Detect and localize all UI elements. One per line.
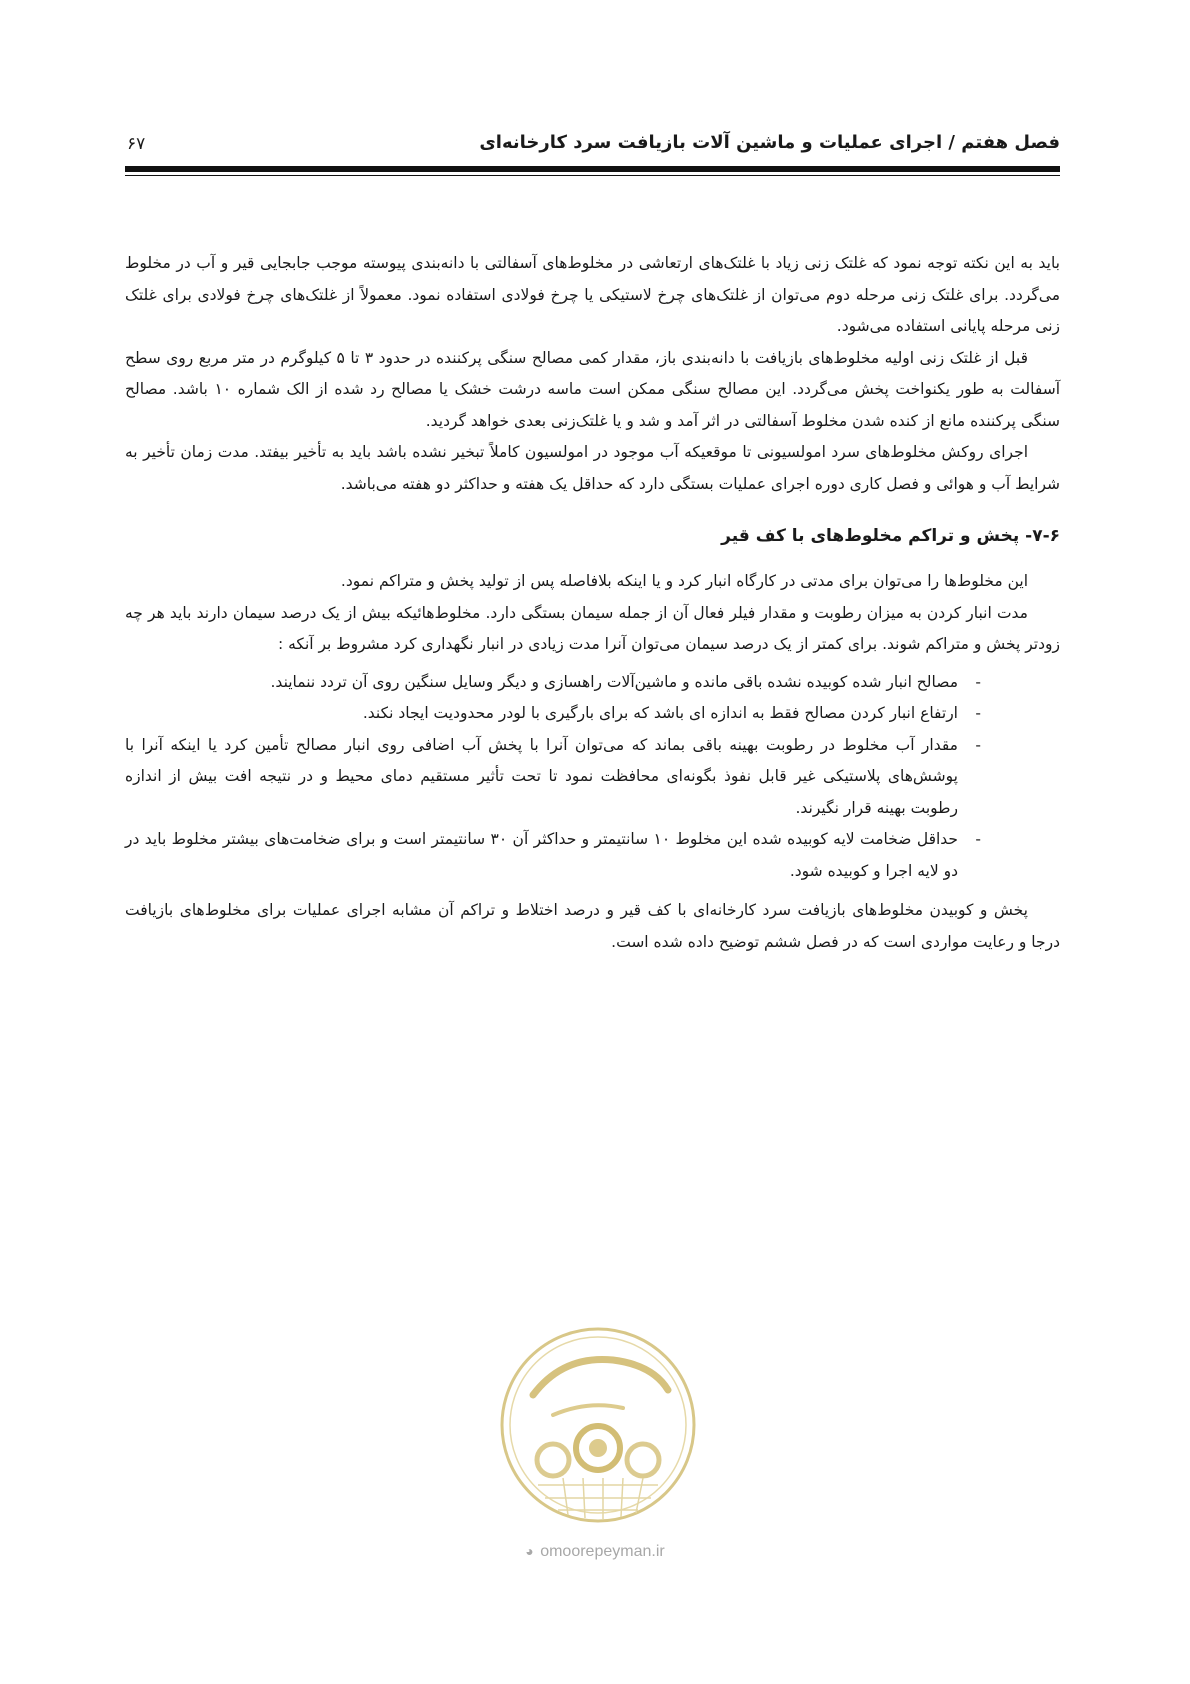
list-item: [125, 824, 1060, 887]
paragraph-3: اجرای روکش مخلوط‌های سرد امولسیونی تا موقعیکه آب موجود در امولسیون کاملاً تبخیر نشده باشد باید به تأخیر بیفتد. مدت زمان تأخیر به شرایط آب و هوائی و فصل کاری دوره اجرای عملیات بستگی دارد که حداقل یک هفته و حداکثر دو هفته می‌باشد.: [125, 443, 1060, 493]
list-item-text: حداقل ضخامت لایه کوبیده شده این مخلوط ۱۰ سانتیمتر و حداکثر آن ۳۰ سانتیمتر است و برای ضخامت‌های بیشتر مخلوط باید در دو لایه اجرا و کوبیده شود.: [125, 830, 959, 880]
header-rule-thick: [125, 166, 1060, 172]
paragraph-1: باید به این نکته توجه نمود که غلتک زنی زیاد با غلتک‌های ارتعاشی در مخلوط‌های آسفالتی با دانه‌بندی پیوسته موجب جابجایی قیر و آب در مخلوط می‌گردد. برای غلتک زنی مرحله دوم می‌توان از غلتک‌های چرخ لاستیکی یا چرخ فولادی استفاده نمود. معمولاً از غلتک‌های چرخ فولادی برای غلتک زنی مرحله پایانی استفاده می‌شود.: [125, 254, 1060, 335]
page-number: ۶۷: [127, 134, 146, 154]
list-item: [125, 698, 1060, 730]
list-item: [125, 667, 1060, 699]
list-item: [125, 730, 1060, 825]
page-body: [125, 248, 1060, 958]
conditions-list: [125, 667, 1060, 888]
list-item-text: ارتفاع انبار کردن مصالح فقط به اندازه ای باشد که برای بارگیری با لودر محدودیت ایجاد نکند.: [362, 704, 958, 722]
chapter-title: فصل هفتم / اجرای عملیات و ماشین آلات بازیافت سرد کارخانه‌ای: [479, 132, 1060, 153]
bullet-dash: -: [975, 704, 981, 722]
section-paragraph-2: مدت انبار کردن به میزان رطوبت و مقدار فیلر فعال آن از جمله سیمان بستگی دارد. مخلوط‌هائیکه بیش از یک درصد سیمان دارند باید هر چه زودتر پخش و متراکم شوند. برای کمتر از یک درصد سیمان می‌توان آنرا مدت زیادی در انبار نگهداری کرد مشروط بر آنکه :: [125, 603, 1060, 653]
watermark-url: [445, 1543, 745, 1561]
list-item-text: مصالح انبار شده کوبیده نشده باقی مانده و ماشین‌آلات راهسازی و دیگر وسایل سنگین روی آن تردد ننمایند.: [270, 672, 958, 691]
section-heading: ۷-۶- پخش و تراکم مخلوط‌های با کف قیر: [721, 526, 1060, 546]
publisher-logo: [493, 1320, 703, 1530]
globe-icon: ◕: [525, 1543, 534, 1559]
closing-paragraph: پخش و کوبیدن مخلوط‌های بازیافت سرد کارخانه‌ای با کف قیر و درصد اختلاط و تراکم آن مشابه اجرای عملیات برای مخلوط‌های بازیافت درجا و رعایت مواردی است که در فصل ششم توضیح داده شده است.: [125, 901, 1060, 951]
page-header: [125, 130, 1060, 164]
section-paragraph-1: این مخلوط‌ها را می‌توان برای مدتی در کارگاه انبار کرد و یا اینکه بلافاصله پس از تولید پخش و متراکم نمود.: [340, 572, 1028, 590]
list-item-text: مقدار آب مخلوط در رطوبت بهینه باقی بماند که می‌توان آنرا با پخش آب اضافی روی انبار مصالح تأمین کرد یا اینکه آنرا با پوشش‌های پلاستیکی غیر قابل نفوذ بگونه‌ای محافظت نمود تا تحت تأثیر مستقیم دمای محیط و در نتیجه افت بیش از اندازه رطوبت بهینه قرار نگیرند.: [125, 735, 958, 817]
logo-emblem-icon: [493, 1320, 703, 1530]
header-rule-thin: [125, 175, 1060, 176]
bullet-dash: -: [975, 735, 981, 754]
bullet-dash: -: [975, 672, 981, 691]
watermark-url-text: omoorepeyman.ir: [540, 1543, 665, 1560]
paragraph-2: قبل از غلتک زنی اولیه مخلوط‌های بازیافت با دانه‌بندی باز، مقدار کمی مصالح سنگی پرکننده در حدود ۳ تا ۵ کیلوگرم در متر مربع روی سطح آسفالت به طور یکنواخت پخش می‌گردد. این مصالح سنگی ممکن است ماسه درشت خشک یا مصالح رد شده از الک شماره ۱۰ باشد. مصالح سنگی پرکننده مانع از کنده شدن مخلوط آسفالتی در اثر آمد و شد و یا غلتک‌زنی بعدی خواهد گردید.: [125, 348, 1060, 430]
bullet-dash: -: [975, 830, 981, 848]
